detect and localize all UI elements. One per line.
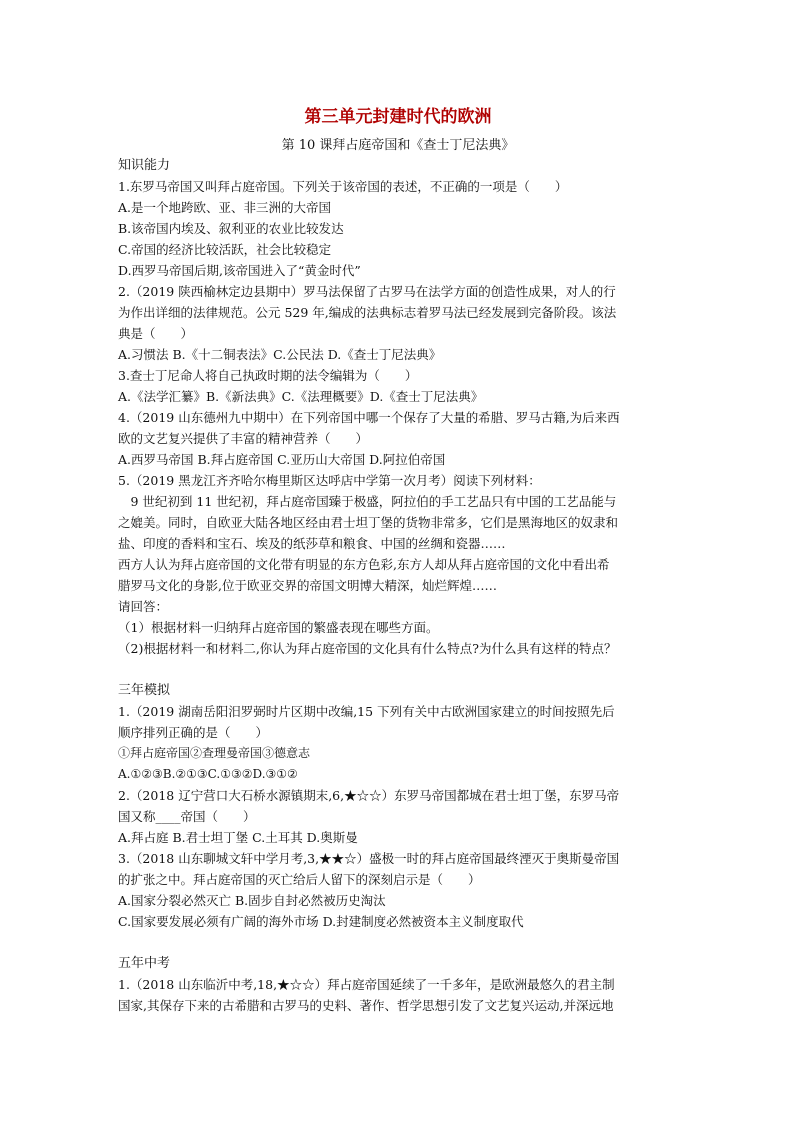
question-1	[118, 176, 678, 281]
question-stem: 3.（2018 山东聊城文轩中学月考,3,★★☆）盛极一时的拜占庭帝国最终湮灭于奥斯曼帝国	[118, 851, 620, 866]
option-d: D.西罗马帝国后期,该帝国进入了“黄金时代”	[118, 263, 361, 278]
mock-question-2	[118, 785, 678, 848]
question-stem-cont: 为作出详细的法律规范。公元 529 年,编成的法典标志着罗马法已经发展到完备阶段。该法	[118, 305, 617, 320]
question-options: C.国家要发展必须有广阔的海外市场 D.封建制度必然被资本主义制度取代	[118, 914, 524, 929]
question-options: A.西罗马帝国 B.拜占庭帝国 C.亚历山大帝国 D.阿拉伯帝国	[118, 452, 446, 467]
option-b: B.该帝国内埃及、叙利亚的农业比较发达	[118, 221, 344, 236]
section-heading-knowledge: 知识能力	[118, 158, 171, 173]
spacer	[118, 932, 678, 953]
material-one-line: 9 世纪初到 11 世纪初，拜占庭帝国臻于极盛，阿拉伯的手工艺品只有中国的工艺品能与	[130, 494, 617, 509]
question-stem: 5.（2019 黑龙江齐齐哈尔梅里斯区达呼店中学第一次月考）阅读下列材料：	[118, 473, 541, 488]
answer-prompt: 请回答：	[118, 599, 169, 614]
document-body	[118, 104, 678, 1016]
question-stem: 4.（2019 山东德州九中期中）在下列帝国中哪一个保存了大量的希腊、罗马古籍,为后来西	[118, 410, 620, 425]
question-3	[118, 365, 678, 407]
question-options: A.习惯法 B.《十二铜表法》C.公民法 D.《查士丁尼法典》	[118, 347, 442, 362]
question-stem-cont: 顺序排列正确的是（ ）	[118, 725, 269, 740]
question-5	[118, 470, 678, 659]
unit-title: 第三单元封建时代的欧洲	[304, 107, 492, 127]
spacer	[118, 659, 678, 680]
section-heading-five-year: 五年中考	[118, 956, 171, 971]
section-heading-three-year: 三年模拟	[118, 683, 171, 698]
material-one-line: 盐、印度的香料和宝石、埃及的纸莎草和粮食、中国的丝绸和瓷器……	[118, 536, 506, 551]
question-stem: 3.查士丁尼命人将自己执政时期的法令编辑为（ ）	[118, 368, 418, 383]
lesson-subtitle: 第 10 课拜占庭帝国和《查士丁尼法典》	[281, 138, 515, 153]
question-stem: 1.东罗马帝国又叫拜占庭帝国。下列关于该帝国的表述，不正确的一项是（ ）	[118, 179, 568, 194]
sub-question-1: （1）根据材料一归纳拜占庭帝国的繁盛表现在哪些方面。	[118, 620, 439, 635]
question-options: A.①②③B.②①③C.①③②D.③①②	[118, 767, 298, 781]
mock-question-1	[118, 701, 678, 785]
question-stem-cont: 国又称____帝国（ ）	[118, 809, 256, 824]
question-stem-cont: 典是（ ）	[118, 326, 194, 341]
question-4	[118, 407, 678, 470]
question-stem: 2.（2019 陕西榆林定边县期中）罗马法保留了古罗马在法学方面的创造性成果，对人的行	[118, 284, 616, 299]
sub-question-2: （2)根据材料一和材料二,你认为拜占庭帝国的文化具有什么特点?为什么具有这样的特点？	[118, 641, 617, 656]
material-one-line: 之媲美。同时，自欧亚大陆各地区经由君士坦丁堡的货物非常多，它们是黑海地区的奴隶和	[118, 515, 619, 530]
mock-question-3	[118, 848, 678, 932]
question-items: ①拜占庭帝国②查理曼帝国③德意志	[118, 746, 311, 760]
question-stem-cont: 的扩张之中。拜占庭帝国的灭亡给后人留下的深刻启示是（ ）	[118, 872, 481, 887]
question-options: A.拜占庭 B.君士坦丁堡 C.土耳其 D.奥斯曼	[118, 830, 358, 845]
option-a: A.是一个地跨欧、亚、非三洲的大帝国	[118, 200, 332, 215]
question-stem-cont: 欧的文艺复兴提供了丰富的精神营养（ ）	[118, 431, 369, 446]
question-stem: 1.（2018 山东临沂中考,18,★☆☆）拜占庭帝国延续了一千多年，是欧洲最悠久的君主制	[118, 977, 615, 992]
question-2	[118, 281, 678, 365]
question-stem: 1.（2019 湖南岳阳汨罗弼时片区期中改编,15 下列有关中古欧洲国家建立的时间按照先后	[118, 704, 615, 719]
question-stem: 2.（2018 辽宁营口大石桥水源镇期末,6,★☆☆）东罗马帝国都城在君士坦丁堡，东罗马帝	[118, 788, 620, 803]
material-two-line: 腊罗马文化的身影,位于欧亚交界的帝国文明博大精深，灿烂辉煌……	[118, 578, 497, 593]
question-options: A.国家分裂必然灭亡 B.固步自封必然被历史淘汰	[118, 893, 386, 908]
material-two-line: 西方人认为拜占庭帝国的文化带有明显的东方色彩,东方人却从拜占庭帝国的文化中看出希	[118, 557, 610, 572]
exam-question-1	[118, 974, 678, 1016]
option-c: C.帝国的经济比较活跃，社会比较稳定	[118, 242, 332, 257]
question-options: A.《法学汇纂》B.《新法典》C.《法理概要》D.《查士丁尼法典》	[118, 389, 484, 404]
question-stem-cont: 国家,其保存下来的古希腊和古罗马的史料、著作、哲学思想引发了文艺复兴运动,并深远地	[118, 998, 614, 1013]
